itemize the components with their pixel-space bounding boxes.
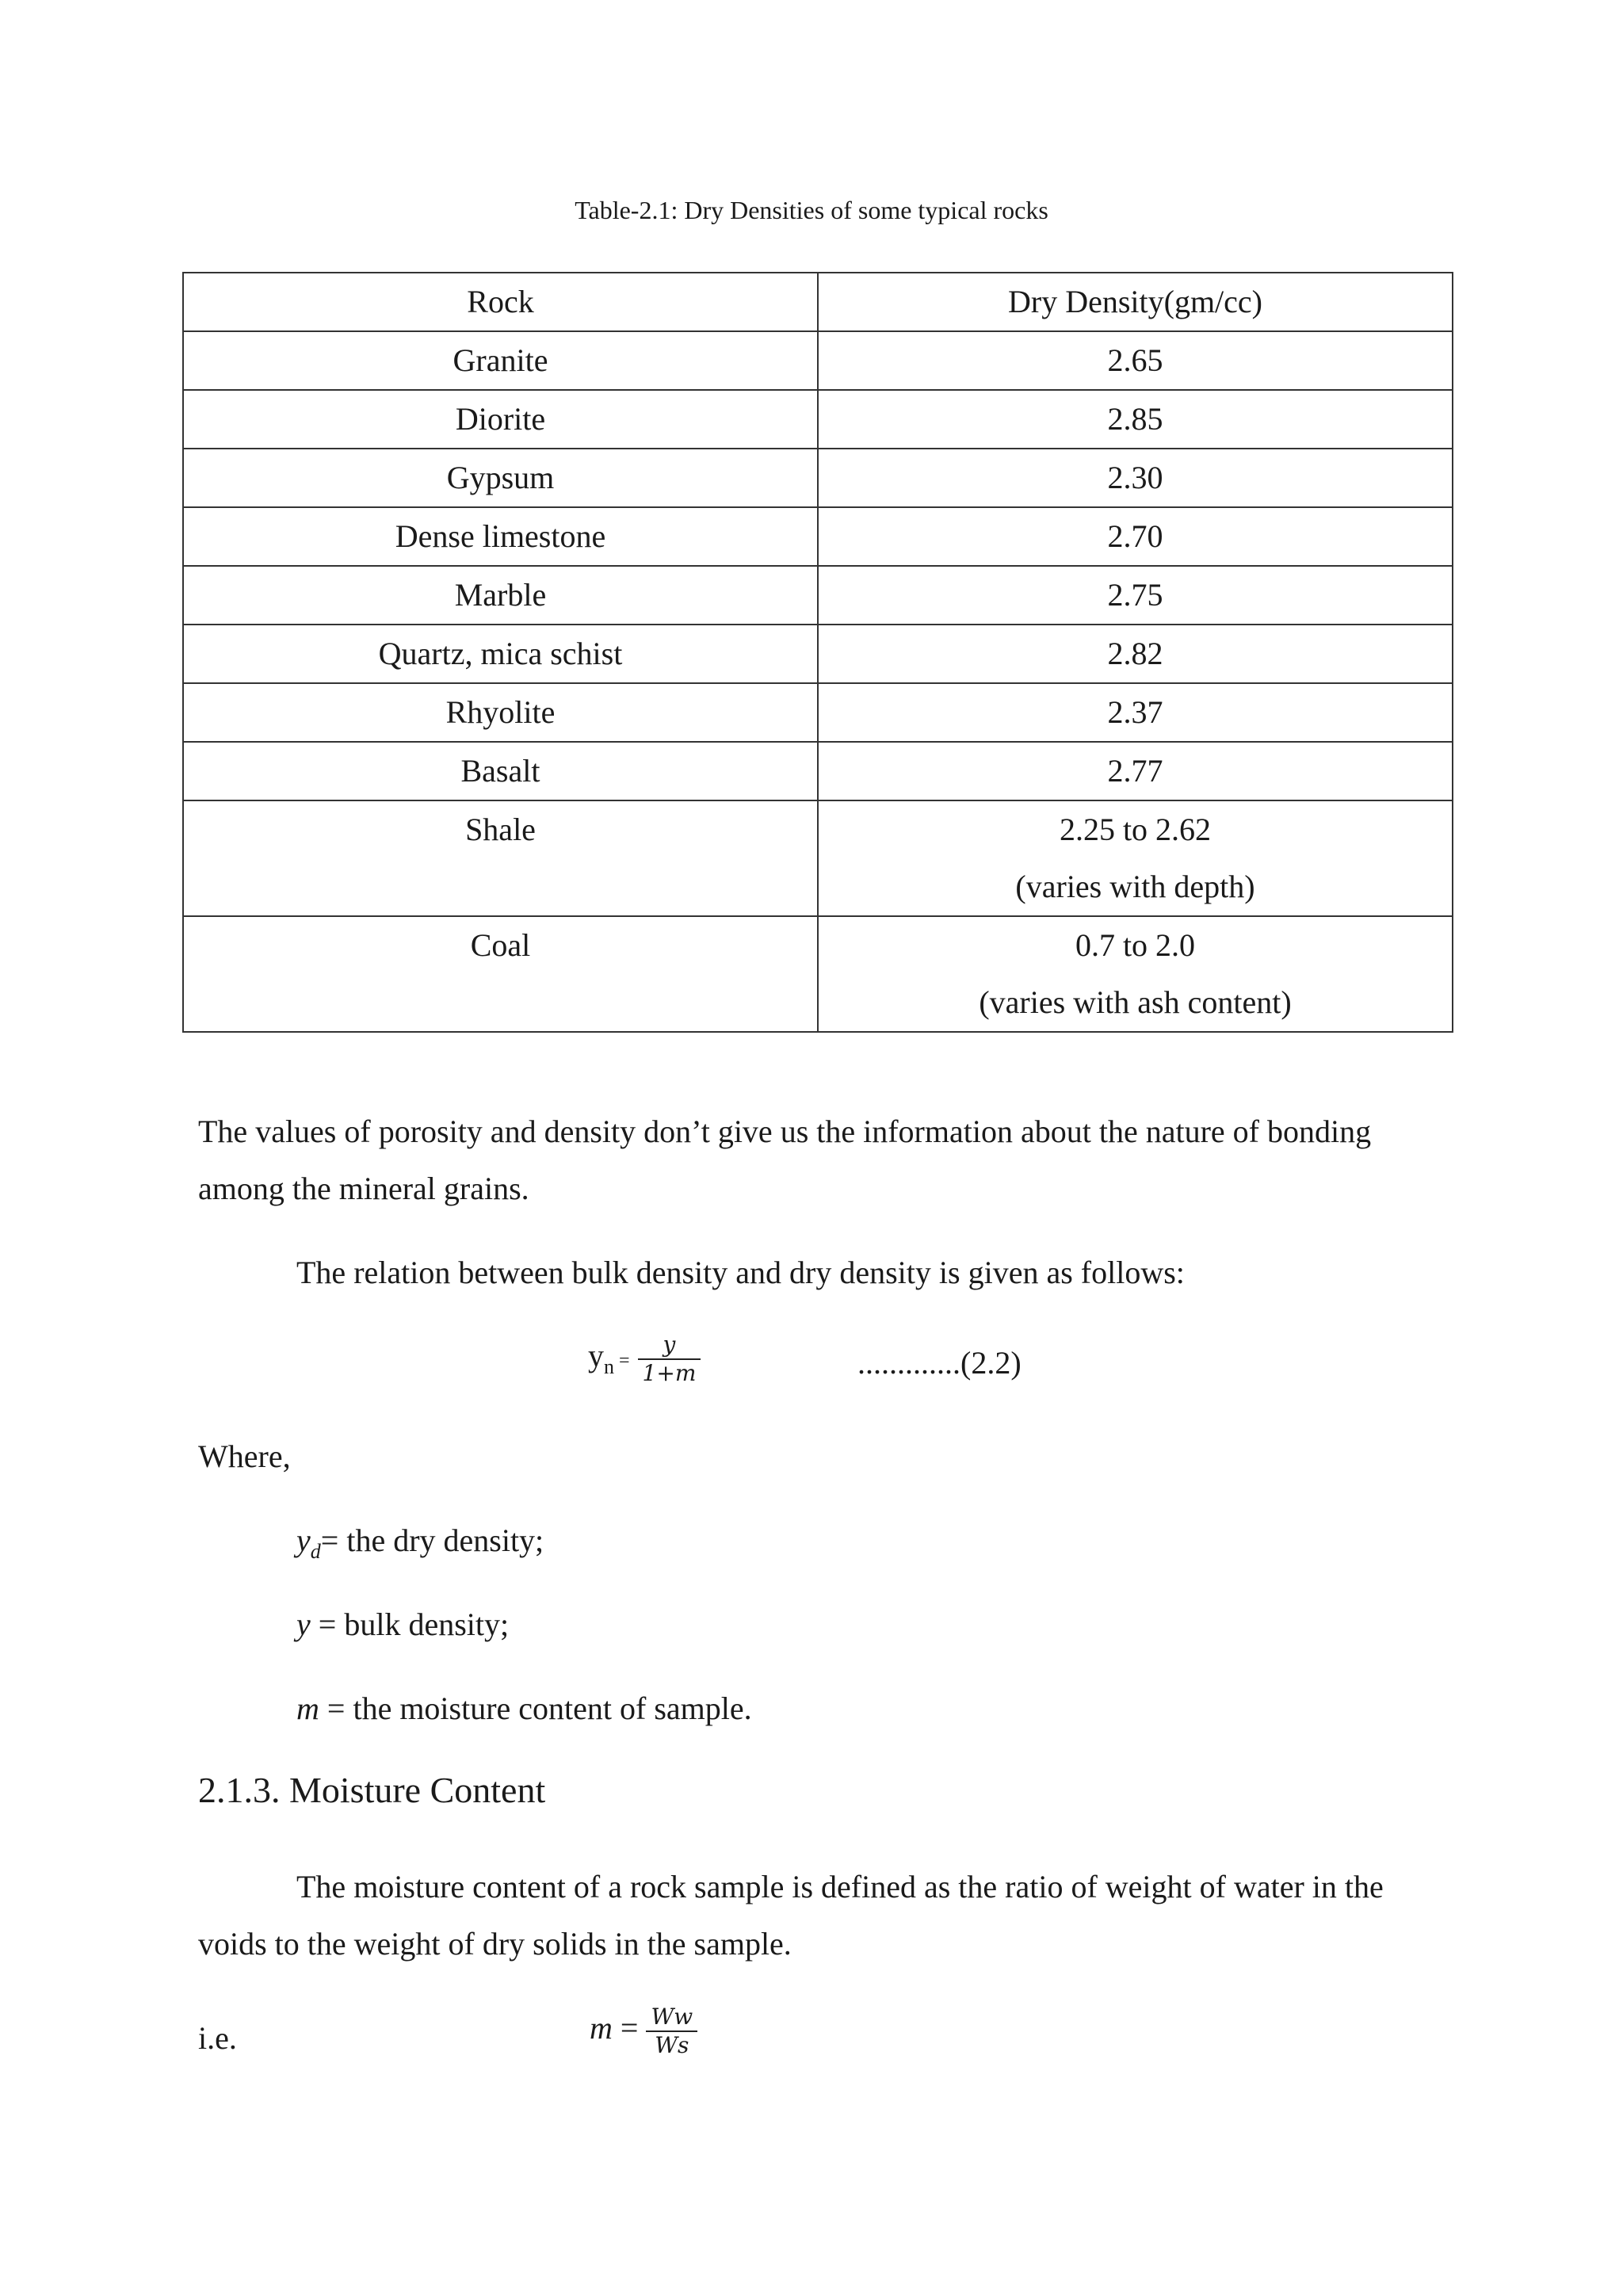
table-row — [183, 625, 1453, 683]
rock-name-cell: Shale — [183, 800, 818, 916]
table-row — [183, 507, 1453, 566]
density-value: 2.25 to 2.62 — [1059, 812, 1212, 847]
density-cell: 2.85 — [818, 390, 1453, 449]
paragraph-porosity-line2: among the mineral grains. — [198, 1171, 529, 1206]
rock-name-cell: Dense limestone — [183, 507, 818, 566]
rock-name-cell: Diorite — [183, 390, 818, 449]
density-cell — [818, 800, 1453, 916]
density-cell — [818, 916, 1453, 1032]
fraction-denominator: 1+m — [642, 1360, 697, 1386]
section-paragraph-line1: The moisture content of a rock sample is defined as the ratio of weight of water in the — [296, 1869, 1384, 1904]
density-cell: 2.82 — [818, 625, 1453, 683]
where-label: Where, — [198, 1438, 291, 1474]
equation-number: .............(2.2) — [857, 1345, 1022, 1381]
rock-name-cell: Rhyolite — [183, 683, 818, 742]
definition-text: = the moisture content of sample. — [319, 1690, 752, 1726]
paragraph-relation: The relation between bulk density and dry density is given as follows: — [296, 1255, 1185, 1290]
definition-text: = the dry density; — [320, 1522, 544, 1558]
section-heading: 2.1.3. Moisture Content — [198, 1770, 546, 1810]
density-cell: 2.75 — [818, 566, 1453, 625]
symbol: y — [296, 1522, 311, 1558]
density-note: (varies with depth) — [1015, 869, 1255, 904]
rock-name-cell: Granite — [183, 331, 818, 390]
table-row — [183, 683, 1453, 742]
definition-dry-density — [296, 1512, 544, 1580]
equation-2-2 — [588, 1331, 701, 1387]
table-row — [183, 449, 1453, 507]
symbol-subscript: d — [310, 1540, 321, 1563]
table-row — [183, 331, 1453, 390]
symbol: y — [296, 1606, 311, 1642]
equation-lhs: m — [590, 2010, 613, 2046]
equation-equals: = — [614, 1350, 630, 1372]
fraction-denominator: Ws — [655, 2032, 689, 2058]
density-value: 0.7 to 2.0 — [1075, 927, 1196, 963]
paragraph-porosity-line1: The values of porosity and density don’t give us the information about the nature of bonding — [198, 1114, 1372, 1149]
equation-fraction — [638, 1331, 701, 1387]
table-header-row — [183, 273, 1453, 331]
table-row — [183, 742, 1453, 800]
density-cell: 2.30 — [818, 449, 1453, 507]
symbol: m — [296, 1690, 319, 1726]
equation-equals: = — [612, 2010, 639, 2046]
header-dry-density: Dry Density(gm/cc) — [818, 273, 1453, 331]
definition-bulk-density — [296, 1596, 509, 1653]
density-cell: 2.77 — [818, 742, 1453, 800]
table-row — [183, 800, 1453, 916]
fraction-numerator: Ww — [646, 2004, 697, 2032]
density-cell: 2.65 — [818, 331, 1453, 390]
density-cell: 2.37 — [818, 683, 1453, 742]
fraction-numerator: y — [638, 1331, 701, 1360]
density-note: (varies with ash content) — [979, 984, 1292, 1020]
definition-moisture — [296, 1680, 752, 1737]
definition-text: = bulk density; — [310, 1606, 510, 1642]
rock-name-cell: Quartz, mica schist — [183, 625, 818, 683]
header-rock: Rock — [183, 273, 818, 331]
rock-density-table — [182, 272, 1453, 1033]
table-row — [183, 390, 1453, 449]
density-cell: 2.70 — [818, 507, 1453, 566]
rock-name-cell: Marble — [183, 566, 818, 625]
ie-label: i.e. — [198, 2020, 237, 2056]
table-row — [183, 916, 1453, 1032]
equation-moisture — [590, 2004, 697, 2059]
rock-name-cell: Coal — [183, 916, 818, 1032]
equation-lhs: y — [588, 1338, 604, 1374]
equation-lhs-subscript: n — [604, 1355, 614, 1379]
table-row — [183, 566, 1453, 625]
rock-name-cell: Gypsum — [183, 449, 818, 507]
equation-fraction — [646, 2004, 697, 2059]
section-paragraph-line2: voids to the weight of dry solids in the sample. — [198, 1926, 792, 1962]
rock-name-cell: Basalt — [183, 742, 818, 800]
table-caption: Table-2.1: Dry Densities of some typical rocks — [575, 196, 1048, 224]
